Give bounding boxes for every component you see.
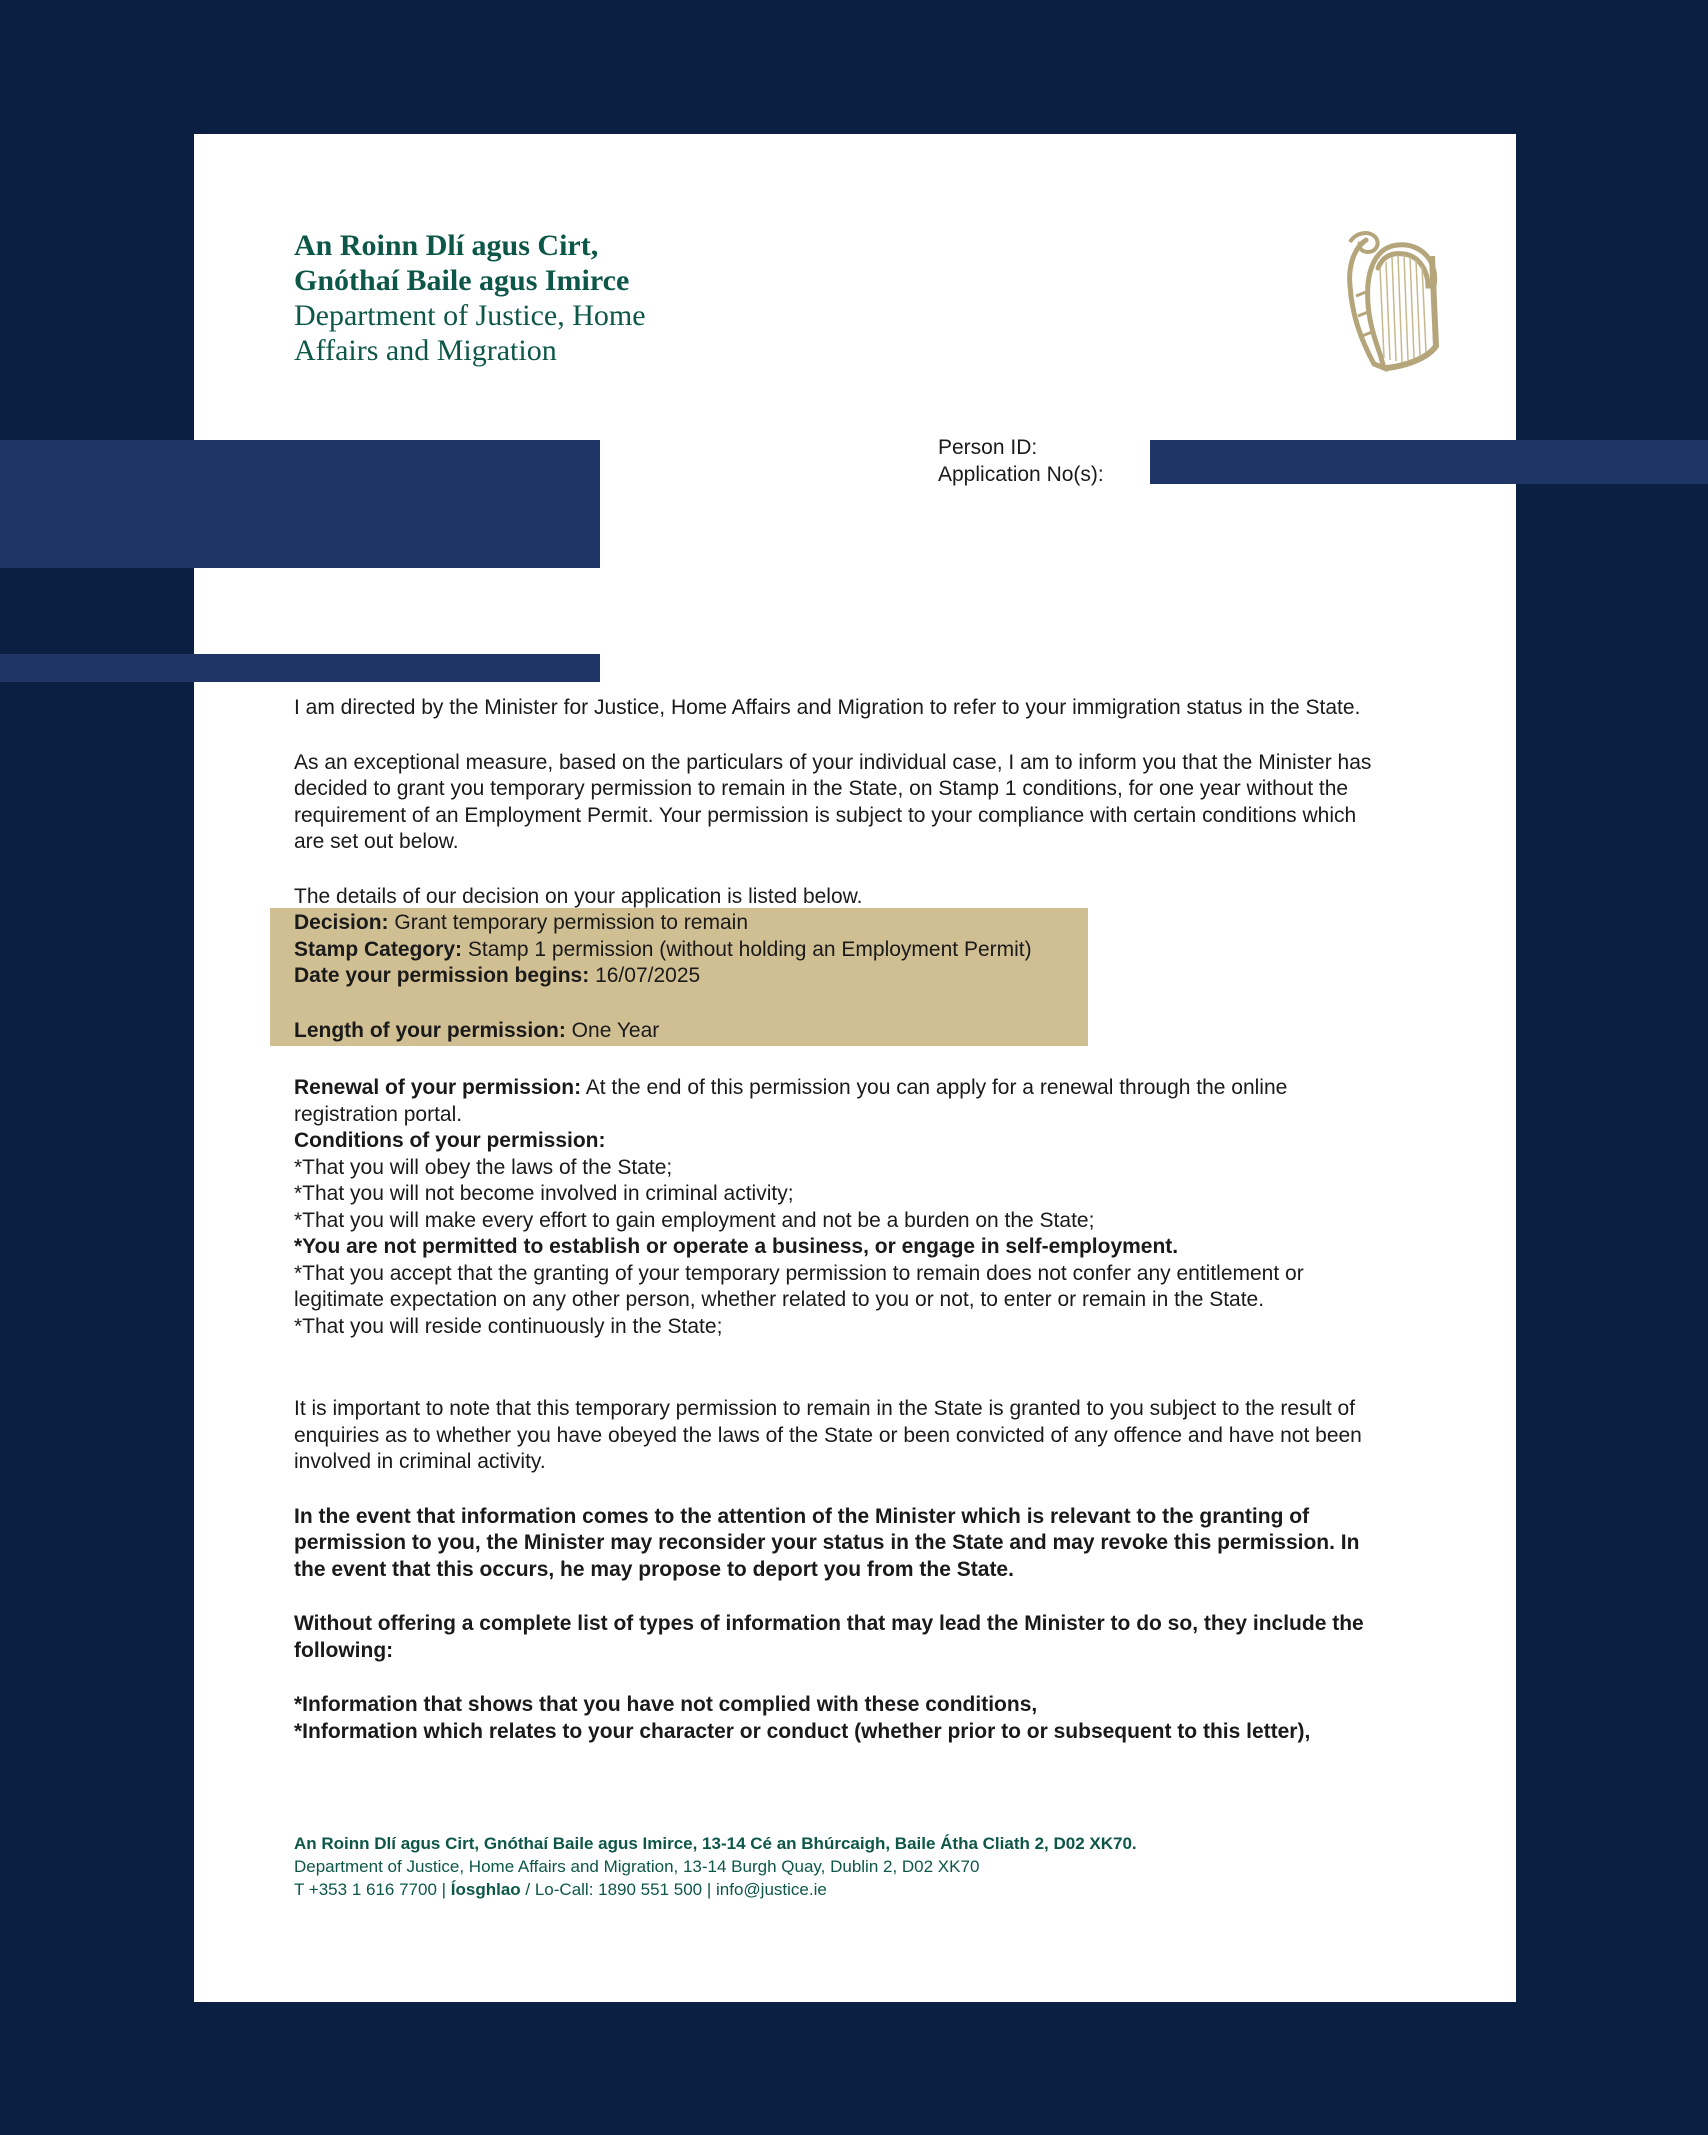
date-row: [294, 963, 1084, 990]
decision-details: [294, 910, 1084, 1044]
person-id-label: Person ID:: [938, 436, 1038, 459]
harp-emblem-icon: [1336, 226, 1440, 376]
note-4-l2: *Information which relates to your character or conduct (whether prior to or subsequent to this letter),: [294, 1719, 1311, 1743]
redaction-salutation: [0, 654, 600, 682]
letter-body: [294, 695, 1444, 910]
note-4-l1: *Information that shows that you have not complied with these conditions,: [294, 1693, 1038, 1716]
note-1-l1: It is important to note that this temporary permission to remain in the State is granted to you subject to the result of: [294, 1397, 1356, 1420]
condition-5-l1: *That you accept that the granting of your temporary permission to remain does not confer any entitlement or: [294, 1261, 1304, 1285]
note-3-l1: Without offering a complete list of types of information that may lead the Minister to do so, they include the: [294, 1612, 1364, 1635]
renewal-row: [294, 1075, 1444, 1102]
footer-losghlao: Íosghlao: [450, 1880, 521, 1899]
paragraph-intro: I am directed by the Minister for Justice, Home Affairs and Migration to refer to your immigration status in the State.: [294, 696, 1361, 719]
footer-phone: T +353 1 616 7700 |: [294, 1880, 451, 1899]
renewal-conditions-section: [294, 1075, 1444, 1340]
application-number-label: Application No(s):: [938, 463, 1104, 486]
footer-irish-address: An Roinn Dlí agus Cirt, Gnóthaí Baile agus Imirce, 13-14 Cé an Bhúrcaigh, Baile Átha Cliath 2, D02 XK70.: [294, 1834, 1137, 1853]
note-3-l2: following:: [294, 1638, 394, 1662]
note-2-l3: the event that this occurs, he may propose to deport you from the State.: [294, 1557, 1014, 1581]
condition-4: *You are not permitted to establish or operate a business, or engage in self-employment.: [294, 1235, 1179, 1258]
condition-5-l2: legitimate expectation on any other person, whether related to you or not, to enter or remain in the State.: [294, 1288, 1265, 1311]
footer-english-address: Department of Justice, Home Affairs and Migration, 13-14 Burgh Quay, Dublin 2, D02 XK70: [294, 1857, 980, 1876]
renewal-text-l1: At the end of this permission you can apply for a renewal through the online: [581, 1076, 1288, 1099]
note-1-l3: involved in criminal activity.: [294, 1450, 546, 1473]
notes-section: [294, 1396, 1444, 1745]
redaction-reference-values: [1150, 440, 1708, 484]
length-label: Length of your permission:: [294, 1018, 566, 1042]
date-label: Date your permission begins:: [294, 964, 590, 987]
note-1-l2: enquiries as to whether you have obeyed the laws of the State or been convicted of any offence and have not been: [294, 1423, 1362, 1447]
stamp-value: Stamp 1 permission (without holding an Employment Permit): [462, 937, 1032, 961]
stamp-row: [294, 937, 1084, 964]
department-letterhead: [294, 228, 646, 368]
stamp-label: Stamp Category:: [294, 937, 463, 961]
condition-2: *That you will not become involved in criminal activity;: [294, 1182, 794, 1205]
dept-irish-line2: Gnóthaí Baile agus Imirce: [294, 264, 630, 297]
paragraph-decision-l4: are set out below.: [294, 830, 459, 853]
paragraph-decision-l1: As an exceptional measure, based on the particulars of your individual case, I am to inform you that the Minister has: [294, 750, 1372, 774]
decision-row: [294, 910, 1084, 937]
note-2-l2: permission to you, the Minister may reconsider your status in the State and may revoke this permission. In: [294, 1531, 1360, 1554]
footer-contact: [294, 1878, 1137, 1901]
redaction-address-block: [0, 440, 600, 568]
details-intro: The details of our decision on your application is listed below.: [294, 884, 863, 908]
paragraph-decision-l2: decided to grant you temporary permission to remain in the State, on Stamp 1 conditions, for one year without the: [294, 777, 1349, 800]
conditions-heading: Conditions of your permission:: [294, 1129, 606, 1152]
length-value: One Year: [565, 1018, 660, 1042]
footer-locall-email: / Lo-Call: 1890 551 500 | info@justice.ie: [520, 1880, 827, 1899]
decision-value: Grant temporary permission to remain: [388, 911, 748, 934]
renewal-text-l2: registration portal.: [294, 1102, 463, 1126]
condition-1: *That you will obey the laws of the State;: [294, 1155, 673, 1179]
length-row: [294, 1018, 1084, 1045]
date-value: 16/07/2025: [589, 964, 701, 987]
dept-english-line2: Affairs and Migration: [294, 334, 557, 367]
letter-footer: [294, 1832, 1137, 1901]
renewal-label: Renewal of your permission:: [294, 1076, 582, 1099]
note-2-l1: In the event that information comes to the attention of the Minister which is relevant to the granting of: [294, 1504, 1310, 1528]
reference-block: [938, 434, 1104, 488]
paragraph-decision-l3: requirement of an Employment Permit. Your permission is subject to your compliance with certain conditions which: [294, 803, 1357, 827]
condition-6: *That you will reside continuously in the State;: [294, 1314, 723, 1338]
dept-irish-line1: An Roinn Dlí agus Cirt,: [294, 229, 599, 262]
condition-3: *That you will make every effort to gain employment and not be a burden on the State;: [294, 1208, 1095, 1232]
decision-label: Decision:: [294, 911, 389, 934]
dept-english-line1: Department of Justice, Home: [294, 299, 646, 332]
